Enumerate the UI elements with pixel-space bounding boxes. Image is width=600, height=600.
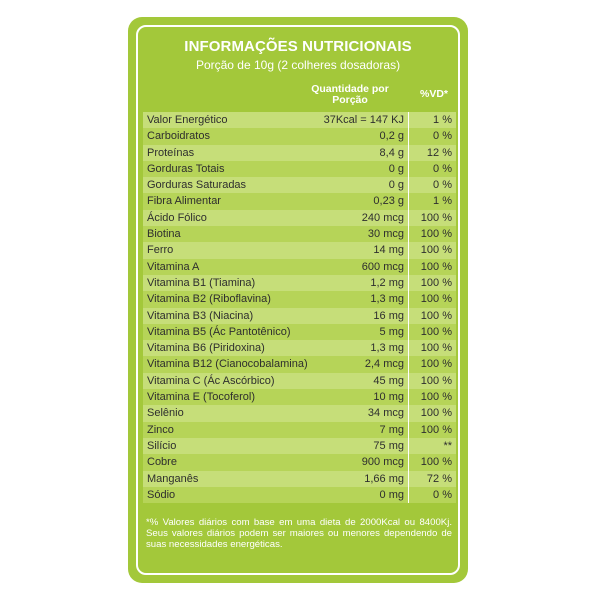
column-divider	[408, 161, 409, 177]
nutrient-daily-value: 100 %	[420, 276, 452, 289]
nutrient-quantity: 1,3 mg	[370, 342, 404, 355]
column-divider	[408, 193, 409, 209]
table-row	[143, 471, 456, 487]
nutrient-daily-value: 100 %	[420, 391, 452, 404]
nutrient-name: Zinco	[147, 423, 174, 436]
nutrient-quantity: 30 mcg	[367, 228, 404, 241]
footnote: *% Valores diários com base em uma dieta de 2000Kcal ou 8400Kj. Seus valores diários podem ser maiores ou menores dependendo de suas necessidades energéticas.	[146, 517, 452, 550]
nutrient-daily-value: 100 %	[420, 211, 452, 224]
column-divider	[408, 324, 409, 340]
table-row	[143, 373, 456, 389]
column-divider	[408, 242, 409, 258]
nutrient-daily-value: 0 %	[433, 162, 452, 175]
nutrient-name: Carboidratos	[147, 130, 210, 143]
nutrient-name: Valor Energético	[147, 114, 228, 126]
table-row	[143, 324, 456, 340]
column-divider	[408, 454, 409, 470]
nutrient-name: Gorduras Saturadas	[147, 179, 247, 192]
table-row	[143, 112, 456, 128]
table-row	[143, 487, 456, 503]
nutrient-quantity: 1,3 mg	[370, 293, 404, 306]
nutrient-quantity: 34 mcg	[367, 407, 404, 420]
table-row	[143, 275, 456, 291]
nutrient-quantity: 16 mg	[373, 309, 404, 322]
nutrient-daily-value: 100 %	[420, 293, 452, 306]
serving-size: Porção de 10g (2 colheres dosadoras)	[195, 58, 401, 72]
nutrient-quantity: 7 mg	[379, 423, 404, 436]
table-row	[143, 291, 456, 307]
column-divider	[408, 438, 409, 454]
nutrient-name: Vitamina E (Tocoferol)	[147, 391, 256, 404]
nutrient-daily-value: 100 %	[420, 309, 452, 322]
nutrient-quantity: 0,2 g	[379, 130, 404, 143]
nutrient-daily-value: 100 %	[420, 456, 452, 469]
header-quantity-per-serving: Quantidade por Porção	[311, 83, 389, 106]
nutrient-quantity: 0 g	[388, 179, 404, 192]
column-divider	[408, 422, 409, 438]
nutrient-quantity: 0 g	[388, 162, 404, 175]
nutrient-quantity: 0,23 g	[373, 195, 404, 208]
nutrient-name: Vitamina B5 (Ác Pantotênico)	[147, 325, 291, 338]
nutrient-name: Vitamina A	[147, 260, 200, 273]
nutrient-quantity: 600 mcg	[361, 260, 404, 273]
column-divider	[408, 226, 409, 242]
nutrient-daily-value: 100 %	[420, 325, 452, 338]
nutrient-daily-value: 1 %	[433, 114, 452, 126]
nutrient-daily-value: 72 %	[426, 472, 452, 485]
nutrient-name: Proteínas	[147, 146, 195, 159]
nutrient-quantity: 37Kcal = 147 KJ	[323, 114, 404, 126]
table-row	[143, 356, 456, 372]
table-row	[143, 161, 456, 177]
nutrient-daily-value: **	[443, 439, 452, 452]
table-row	[143, 210, 456, 226]
column-divider	[408, 177, 409, 193]
column-divider	[408, 487, 409, 503]
table-row	[143, 242, 456, 258]
nutrient-quantity: 0 mg	[379, 488, 404, 501]
nutrient-daily-value: 0 %	[433, 130, 452, 143]
nutrient-name: Vitamina B12 (Cianocobalamina)	[147, 358, 308, 371]
table-row	[143, 405, 456, 421]
table-row	[143, 308, 456, 324]
header-daily-value: %VD*	[419, 88, 448, 100]
nutrient-daily-value: 100 %	[420, 244, 452, 257]
nutrient-name: Vitamina B2 (Riboflavina)	[147, 293, 271, 306]
nutrient-name: Ácido Fólico	[147, 211, 207, 224]
nutrient-quantity: 8,4 g	[379, 146, 404, 159]
nutrient-quantity: 900 mcg	[361, 456, 404, 469]
nutrient-quantity: 10 mg	[373, 391, 404, 404]
nutrient-quantity: 14 mg	[373, 244, 404, 257]
column-divider	[408, 112, 409, 128]
nutrient-quantity: 1,66 mg	[364, 472, 404, 485]
column-divider	[408, 405, 409, 421]
table-row	[143, 128, 456, 144]
nutrient-name: Manganês	[147, 472, 199, 485]
table-row	[143, 389, 456, 405]
column-divider	[408, 471, 409, 487]
nutrient-name: Fibra Alimentar	[147, 195, 221, 208]
nutrient-quantity: 2,4 mcg	[364, 358, 404, 371]
nutrient-daily-value: 0 %	[433, 488, 452, 501]
nutrient-daily-value: 100 %	[420, 260, 452, 273]
nutrient-quantity: 240 mcg	[361, 211, 404, 224]
nutrient-quantity: 1,2 mg	[370, 276, 404, 289]
nutrient-name: Biotina	[147, 228, 181, 241]
table-row	[143, 193, 456, 209]
nutrient-name: Selênio	[147, 407, 184, 420]
nutrient-name: Cobre	[147, 456, 177, 469]
nutrient-quantity: 5 mg	[379, 325, 404, 338]
nutrient-daily-value: 100 %	[420, 358, 452, 371]
nutrient-daily-value: 100 %	[420, 374, 452, 387]
column-divider	[408, 373, 409, 389]
column-divider	[408, 291, 409, 307]
nutrient-daily-value: 12 %	[426, 146, 452, 159]
nutrient-table	[143, 112, 456, 503]
table-row	[143, 438, 456, 454]
table-row	[143, 226, 456, 242]
nutrient-daily-value: 100 %	[420, 423, 452, 436]
column-divider	[408, 356, 409, 372]
nutrient-daily-value: 100 %	[420, 407, 452, 420]
column-divider	[408, 308, 409, 324]
table-row	[143, 340, 456, 356]
nutrient-name: Vitamina C (Ác Ascórbico)	[147, 374, 275, 387]
table-row	[143, 177, 456, 193]
column-divider	[408, 275, 409, 291]
nutrient-name: Vitamina B1 (Tiamina)	[147, 276, 256, 289]
table-row	[143, 454, 456, 470]
nutrient-quantity: 75 mg	[373, 439, 404, 452]
column-divider	[408, 389, 409, 405]
nutrient-daily-value: 100 %	[420, 342, 452, 355]
column-divider	[408, 210, 409, 226]
nutrient-name: Ferro	[147, 244, 174, 257]
nutrient-name: Vitamina B3 (Niacina)	[147, 309, 254, 322]
label-title: INFORMAÇÕES NUTRICIONAIS	[184, 38, 412, 55]
column-divider	[408, 259, 409, 275]
column-divider	[408, 340, 409, 356]
table-row	[143, 145, 456, 161]
table-row	[143, 422, 456, 438]
nutrient-name: Sódio	[147, 488, 176, 501]
nutrient-quantity: 45 mg	[373, 374, 404, 387]
nutrient-name: Vitamina B6 (Piridoxina)	[147, 342, 265, 355]
column-divider	[408, 145, 409, 161]
nutrient-name: Silício	[147, 439, 177, 452]
column-divider	[408, 128, 409, 144]
nutrient-name: Gorduras Totais	[147, 162, 225, 175]
nutrient-daily-value: 100 %	[420, 228, 452, 241]
nutrient-daily-value: 1 %	[433, 195, 452, 208]
table-row	[143, 259, 456, 275]
nutrient-daily-value: 0 %	[433, 179, 452, 192]
